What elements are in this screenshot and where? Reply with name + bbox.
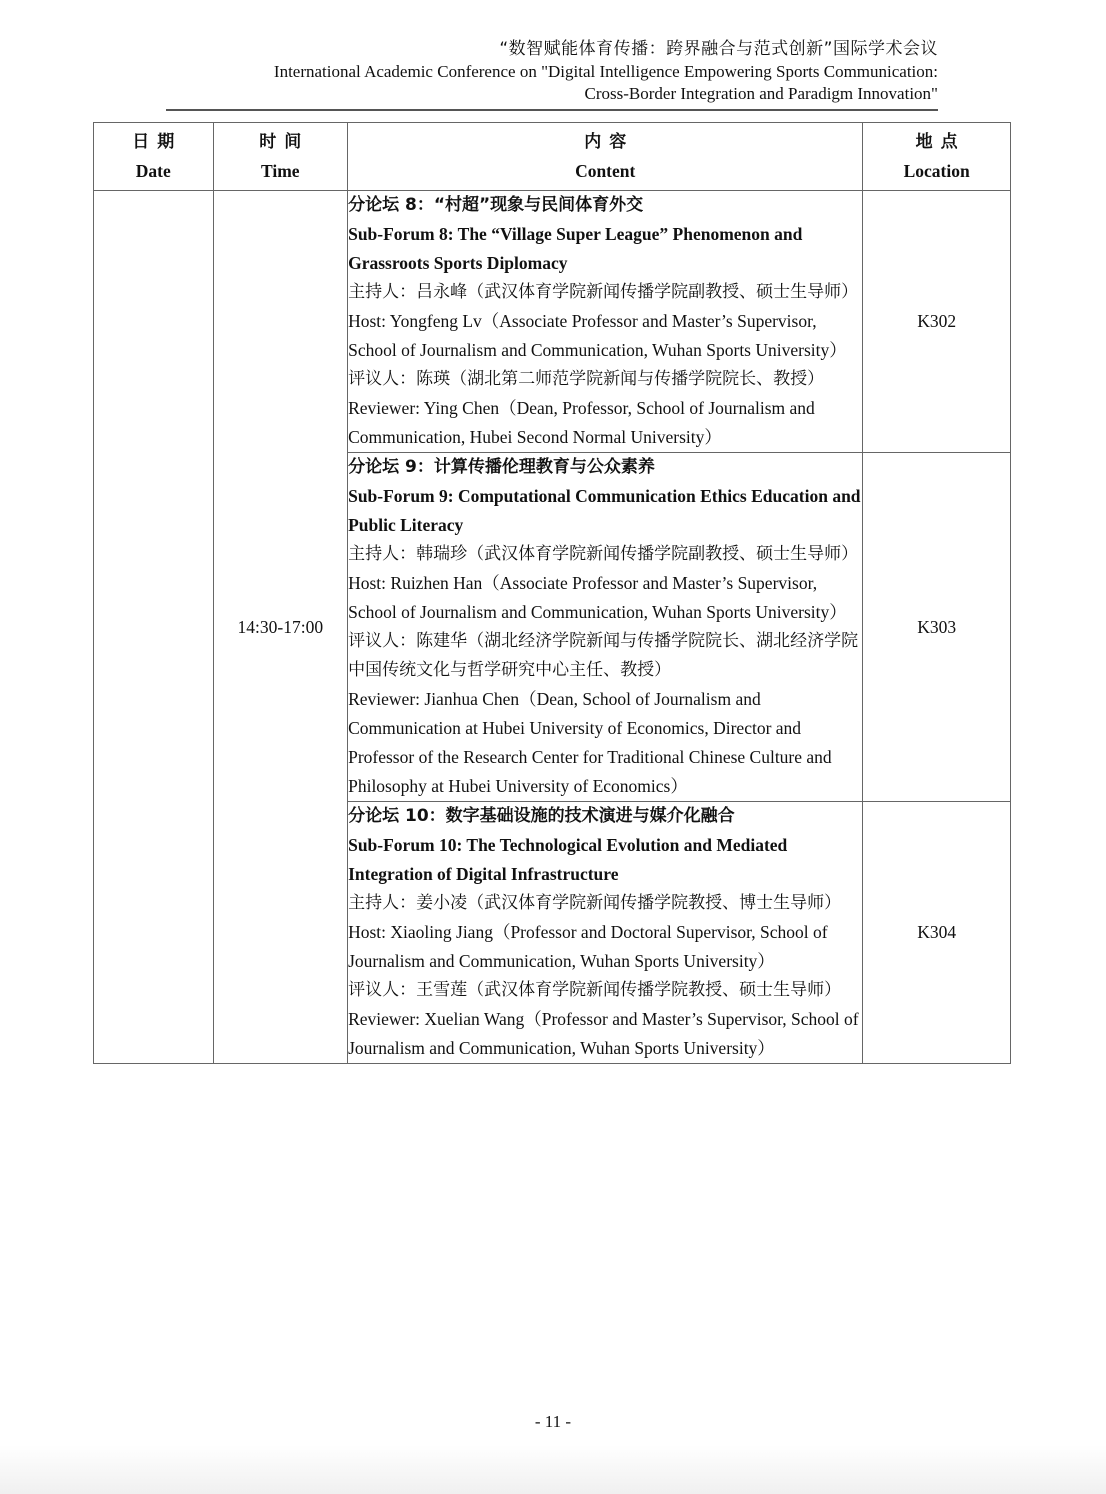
subforum-8-content: [348, 191, 863, 453]
subforum-title-cn: 分论坛 10：数字基础设施的技术演进与媒介化融合: [348, 806, 735, 826]
header-rule: [166, 109, 938, 111]
date-cell: [94, 191, 214, 1064]
column-header-date: 日期 Date: [94, 123, 214, 191]
host-cn: 主持人：姜小凌（武汉体育学院新闻传播学院教授、博士生导师）: [348, 893, 842, 913]
subforum-title-en: Sub-Forum 8: The “Village Super League” Phenomenon and Grassroots Sports Diplomacy: [348, 224, 803, 273]
running-header: [150, 38, 938, 106]
schedule-table: [93, 122, 1011, 1064]
location-cell: K302: [863, 191, 1011, 453]
reviewer-en: Reviewer: Jianhua Chen（Dean, School of Journalism and Communication at Hubei University of Economics, Director and Professor of the Research Center for Traditional Chinese Culture and Philosophy at Hubei University of Economics）: [348, 689, 832, 796]
time-cell: 14:30-17:00: [213, 191, 348, 1064]
subforum-title-cn: 分论坛 9：计算传播伦理教育与公众素养: [348, 457, 655, 477]
table-header-row: [94, 123, 1011, 191]
page-number: - 11 -: [534, 1412, 572, 1431]
reviewer-cn: 评议人：王雪莲（武汉体育学院新闻传播学院教授、硕士生导师）: [348, 980, 842, 1000]
subforum-9-content: [348, 453, 863, 802]
column-header-location: 地点 Location: [863, 123, 1011, 191]
reviewer-en: Reviewer: Xuelian Wang（Professor and Master’s Supervisor, School of Journalism and Communication, Wuhan Sports University）: [348, 1009, 859, 1058]
header-title-en-line1: International Academic Conference on "Digital Intelligence Empowering Sports Communication:: [273, 61, 938, 81]
location-cell: K303: [863, 453, 1011, 802]
column-header-time: 时间 Time: [213, 123, 348, 191]
subforum-10-content: [348, 802, 863, 1064]
column-header-content: 内容 Content: [348, 123, 863, 191]
host-en: Host: Xiaoling Jiang（Professor and Doctoral Supervisor, School of Journalism and Communication, Wuhan Sports University）: [348, 922, 828, 971]
subforum-title-cn: 分论坛 8：“村超”现象与民间体育外交: [348, 195, 644, 215]
location-cell: K304: [863, 802, 1011, 1064]
host-cn: 主持人：吕永峰（武汉体育学院新闻传播学院副教授、硕士生导师）: [348, 282, 859, 302]
reviewer-en: Reviewer: Ying Chen（Dean, Professor, School of Journalism and Communication, Hubei Second Normal University）: [348, 398, 815, 447]
host-cn: 主持人：韩瑞珍（武汉体育学院新闻传播学院副教授、硕士生导师）: [348, 544, 859, 564]
header-title-cn: “数智赋能体育传播：跨界融合与范式创新”国际学术会议: [499, 39, 938, 59]
header-title-en-line2: Cross-Border Integration and Paradigm Innovation": [584, 84, 938, 103]
host-en: Host: Yongfeng Lv（Associate Professor and Master’s Supervisor, School of Journalism and Communication, Wuhan Sports University）: [348, 311, 847, 360]
host-en: Host: Ruizhen Han（Associate Professor and Master’s Supervisor, School of Journalism and Communication, Wuhan Sports University）: [348, 573, 847, 622]
page-bottom-shadow: [0, 1445, 1106, 1494]
table-row: [94, 191, 1011, 453]
subforum-title-en: Sub-Forum 9: Computational Communication Ethics Education and Public Literacy: [348, 486, 861, 535]
reviewer-cn: 评议人：陈瑛（湖北第二师范学院新闻与传播学院院长、教授）: [348, 369, 825, 389]
reviewer-cn: 评议人：陈建华（湖北经济学院新闻与传播学院院长、湖北经济学院中国传统文化与哲学研究中心主任、教授）: [348, 631, 859, 680]
subforum-title-en: Sub-Forum 10: The Technological Evolution and Mediated Integration of Digital Infrastructure: [348, 835, 788, 884]
